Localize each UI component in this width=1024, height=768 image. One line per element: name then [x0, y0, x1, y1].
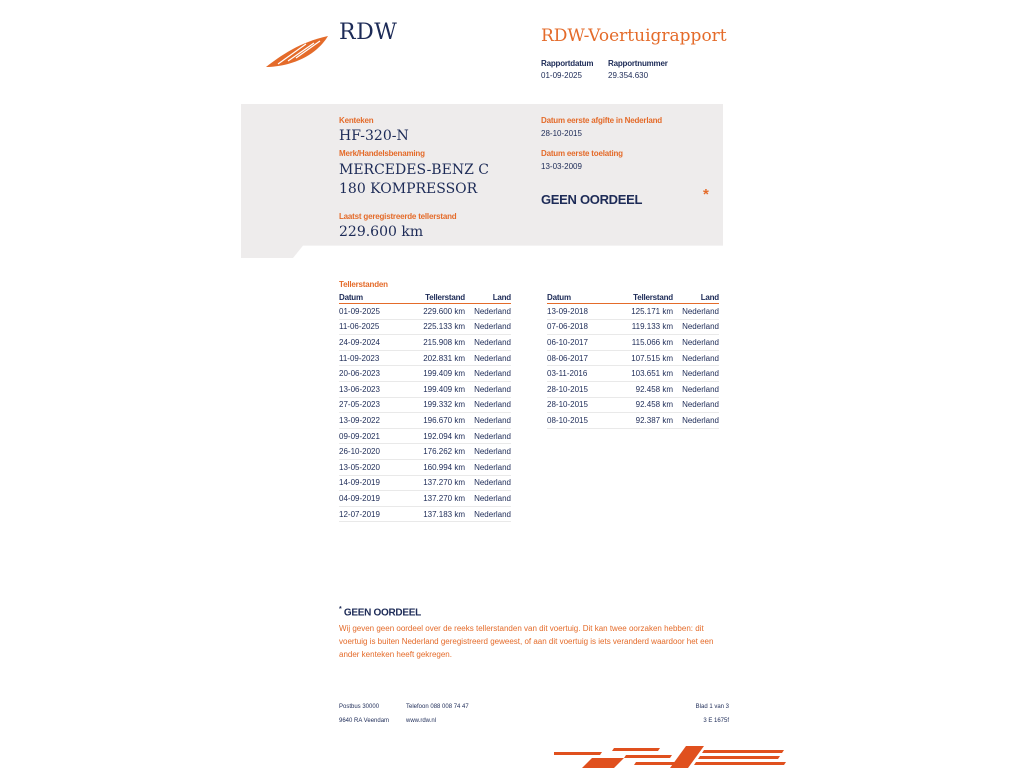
reading-country: Nederland: [465, 319, 511, 335]
table-row: [547, 350, 719, 366]
table-row: [547, 335, 719, 351]
footer-stripes-graphic: [554, 744, 786, 768]
reading-date: 13-05-2020: [339, 459, 409, 475]
reading-value: 137.270 km: [409, 475, 465, 491]
reading-date: 08-10-2015: [547, 413, 617, 429]
reading-country: Nederland: [465, 397, 511, 413]
reading-value: 196.670 km: [409, 413, 465, 429]
reading-date: 11-09-2023: [339, 350, 409, 366]
make-line-2: 180 KOMPRESSOR: [339, 181, 478, 197]
last-odometer: 229.600 km: [339, 224, 424, 240]
table-row: [547, 319, 719, 335]
reading-date: 20-06-2023: [339, 366, 409, 382]
reading-date: 08-06-2017: [547, 350, 617, 366]
reading-country: Nederland: [465, 459, 511, 475]
make-line-1: MERCEDES-BENZ C: [339, 162, 489, 178]
report-number: 29.354.630: [608, 71, 649, 80]
reading-date: 14-09-2019: [339, 475, 409, 491]
table-row: [339, 335, 511, 351]
reading-value: 176.262 km: [409, 444, 465, 460]
reading-country: Nederland: [465, 413, 511, 429]
table-row: [339, 366, 511, 382]
reading-value: 107.515 km: [617, 350, 673, 366]
reading-date: 03-11-2016: [547, 366, 617, 382]
reading-value: 199.409 km: [409, 366, 465, 382]
readings-table-left: [339, 292, 511, 522]
vehicle-info-panel: [241, 104, 723, 258]
col-country-header: Land: [673, 292, 719, 304]
reading-country: Nederland: [673, 304, 719, 320]
reading-country: Nederland: [465, 304, 511, 320]
reading-date: 24-09-2024: [339, 335, 409, 351]
reading-date: 09-09-2021: [339, 428, 409, 444]
reading-value: 119.133 km: [617, 319, 673, 335]
reading-value: 92.387 km: [617, 413, 673, 429]
col-date-header: Datum: [339, 292, 409, 304]
table-row: [339, 319, 511, 335]
readings-title: Tellerstanden: [339, 280, 388, 289]
reading-value: 229.600 km: [409, 304, 465, 320]
reading-date: 28-10-2015: [547, 397, 617, 413]
reading-country: Nederland: [465, 366, 511, 382]
col-reading-header: Tellerstand: [617, 292, 673, 304]
verdict-asterisk: *: [703, 186, 709, 203]
reading-country: Nederland: [465, 428, 511, 444]
reading-country: Nederland: [673, 397, 719, 413]
reading-date: 12-07-2019: [339, 506, 409, 522]
reading-value: 115.066 km: [617, 335, 673, 351]
table-row: [339, 444, 511, 460]
reading-date: 11-06-2025: [339, 319, 409, 335]
reading-country: Nederland: [465, 444, 511, 460]
rdw-feather-logo-icon: [266, 34, 330, 70]
footer-po-box: Postbus 30000: [339, 704, 380, 710]
footer-page: Blad 1 van 3: [695, 704, 729, 710]
reading-date: 13-09-2018: [547, 304, 617, 320]
table-row: [339, 381, 511, 397]
reading-country: Nederland: [673, 350, 719, 366]
reading-country: Nederland: [673, 319, 719, 335]
table-row: [339, 475, 511, 491]
reading-value: 137.183 km: [409, 506, 465, 522]
reading-value: 202.831 km: [409, 350, 465, 366]
table-row: [339, 491, 511, 507]
brand-name: RDW: [339, 20, 398, 45]
reading-country: Nederland: [465, 381, 511, 397]
footer-phone: Telefoon 088 008 74 47: [406, 704, 469, 710]
reading-country: Nederland: [465, 475, 511, 491]
table-row: [339, 506, 511, 522]
reading-country: Nederland: [673, 413, 719, 429]
odometer-label: Laatst geregistreerde tellerstand: [339, 212, 457, 221]
report-date-label: Rapportdatum: [541, 59, 594, 68]
footnote-asterisk: *: [339, 606, 342, 613]
reading-value: 92.458 km: [617, 397, 673, 413]
reading-date: 13-06-2023: [339, 381, 409, 397]
footnote-title-text: GEEN OORDEEL: [343, 607, 421, 619]
reading-date: 07-06-2018: [547, 319, 617, 335]
first-admission-label: Datum eerste toelating: [541, 149, 623, 158]
reading-country: Nederland: [673, 335, 719, 351]
footer-code: 3 E 1675f: [703, 718, 729, 724]
first-nl-date: 28-10-2015: [541, 129, 582, 138]
report-number-label: Rapportnummer: [608, 59, 668, 68]
footnote-title: [339, 606, 421, 618]
reading-value: 192.094 km: [409, 428, 465, 444]
footer-postal: 9640 RA Veendam: [339, 718, 390, 724]
reading-value: 137.270 km: [409, 491, 465, 507]
reading-date: 27-05-2023: [339, 397, 409, 413]
reading-date: 13-09-2022: [339, 413, 409, 429]
reading-country: Nederland: [465, 335, 511, 351]
reading-date: 26-10-2020: [339, 444, 409, 460]
readings-table-right: [547, 292, 719, 429]
license-plate: HF-320-N: [339, 128, 409, 144]
table-row: [339, 428, 511, 444]
table-row: [547, 381, 719, 397]
col-reading-header: Tellerstand: [409, 292, 465, 304]
reading-country: Nederland: [465, 491, 511, 507]
reading-value: 125.171 km: [617, 304, 673, 320]
table-row: [339, 397, 511, 413]
reading-country: Nederland: [673, 366, 719, 382]
table-row: [339, 350, 511, 366]
table-row: [339, 459, 511, 475]
reading-value: 215.908 km: [409, 335, 465, 351]
table-row: [547, 366, 719, 382]
reading-date: 06-10-2017: [547, 335, 617, 351]
first-admission-date: 13-03-2009: [541, 162, 582, 171]
verdict: GEEN OORDEEL: [541, 192, 643, 207]
first-nl-label: Datum eerste afgifte in Nederland: [541, 116, 662, 125]
table-row: [339, 413, 511, 429]
table-row: [339, 304, 511, 320]
report-date: 01-09-2025: [541, 71, 582, 80]
reading-country: Nederland: [465, 350, 511, 366]
table-row: [547, 304, 719, 320]
reading-date: 01-09-2025: [339, 304, 409, 320]
table-row: [547, 413, 719, 429]
plate-label: Kenteken: [339, 116, 374, 125]
table-row: [547, 397, 719, 413]
report-title: RDW-Voertuigrapport: [541, 26, 727, 46]
reading-value: 225.133 km: [409, 319, 465, 335]
reading-value: 103.651 km: [617, 366, 673, 382]
col-date-header: Datum: [547, 292, 617, 304]
reading-date: 28-10-2015: [547, 381, 617, 397]
reading-country: Nederland: [673, 381, 719, 397]
footer-web: www.rdw.nl: [406, 718, 437, 724]
col-country-header: Land: [465, 292, 511, 304]
reading-value: 92.458 km: [617, 381, 673, 397]
reading-value: 160.994 km: [409, 459, 465, 475]
reading-value: 199.332 km: [409, 397, 465, 413]
reading-country: Nederland: [465, 506, 511, 522]
footnote-text: Wij geven geen oordeel over de reeks tellerstanden van dit voertuig. Dit kan twee oorzaken hebben: dit voertuig is buiten Nederland geregistreerd geweest, of aan dit voertuig is iets veranderd waardoor het een ander kenteken heeft gekregen.: [339, 624, 714, 659]
make-label: Merk/Handelsbenaming: [339, 149, 425, 158]
reading-date: 04-09-2019: [339, 491, 409, 507]
reading-value: 199.409 km: [409, 381, 465, 397]
